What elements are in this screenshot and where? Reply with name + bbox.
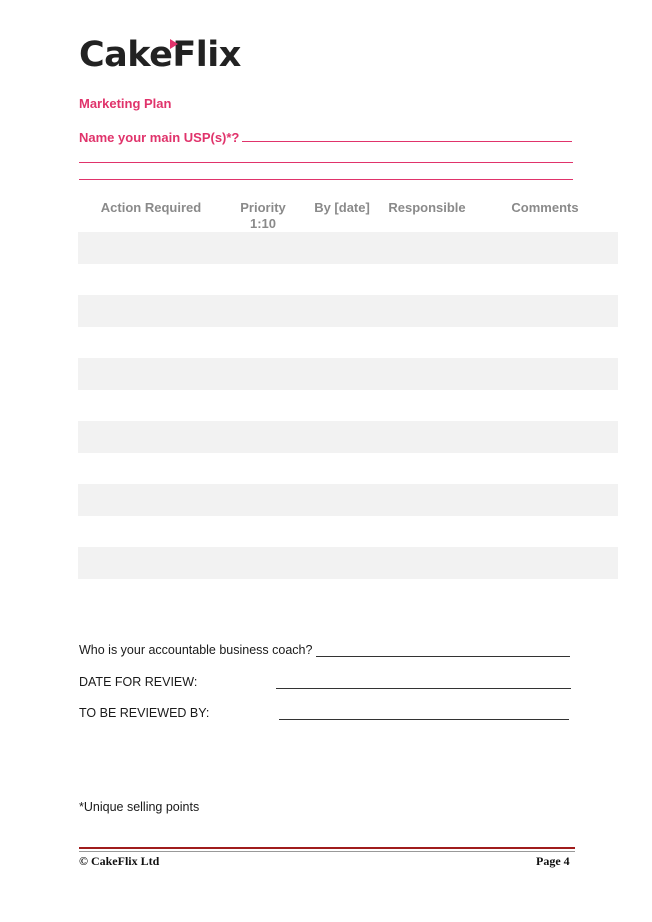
footer-divider <box>79 847 575 849</box>
col-comments: Comments <box>511 200 579 215</box>
usp-answer-line-2[interactable] <box>79 162 573 163</box>
col-by-date: By [date] <box>314 200 370 215</box>
col-priority-line1: Priority <box>240 200 286 215</box>
table-row[interactable] <box>78 358 618 390</box>
footnote: *Unique selling points <box>79 800 200 814</box>
table-row[interactable] <box>78 295 618 327</box>
footer-divider-thin <box>79 851 575 852</box>
usp-label: Name your main USP(s)*? <box>79 130 240 145</box>
review-date-label: DATE FOR REVIEW: <box>79 675 198 689</box>
table-row[interactable] <box>78 484 618 516</box>
review-date-field[interactable] <box>276 688 571 689</box>
logo-flag-icon <box>170 39 178 49</box>
coach-label: Who is your accountable business coach? <box>79 643 313 657</box>
cakeflix-logo: CakeFlix <box>79 35 241 75</box>
reviewed-by-label: TO BE REVIEWED BY: <box>79 706 210 720</box>
usp-answer-line-3[interactable] <box>79 179 573 180</box>
section-title: Marketing Plan <box>79 96 172 111</box>
col-priority-line2: 1:10 <box>249 216 277 231</box>
coach-field[interactable] <box>316 656 570 657</box>
footer-copyright: © CakeFlix Ltd <box>79 854 160 868</box>
table-row[interactable] <box>78 547 618 579</box>
table-row[interactable] <box>78 232 618 264</box>
col-action-required: Action Required <box>100 200 202 215</box>
reviewed-by-field[interactable] <box>279 719 569 720</box>
usp-answer-line-1[interactable] <box>242 129 572 142</box>
col-responsible: Responsible <box>388 200 466 215</box>
col-priority <box>226 200 300 232</box>
table-row[interactable] <box>78 421 618 453</box>
page-number: Page 4 <box>536 854 570 868</box>
usp-question <box>79 129 572 145</box>
